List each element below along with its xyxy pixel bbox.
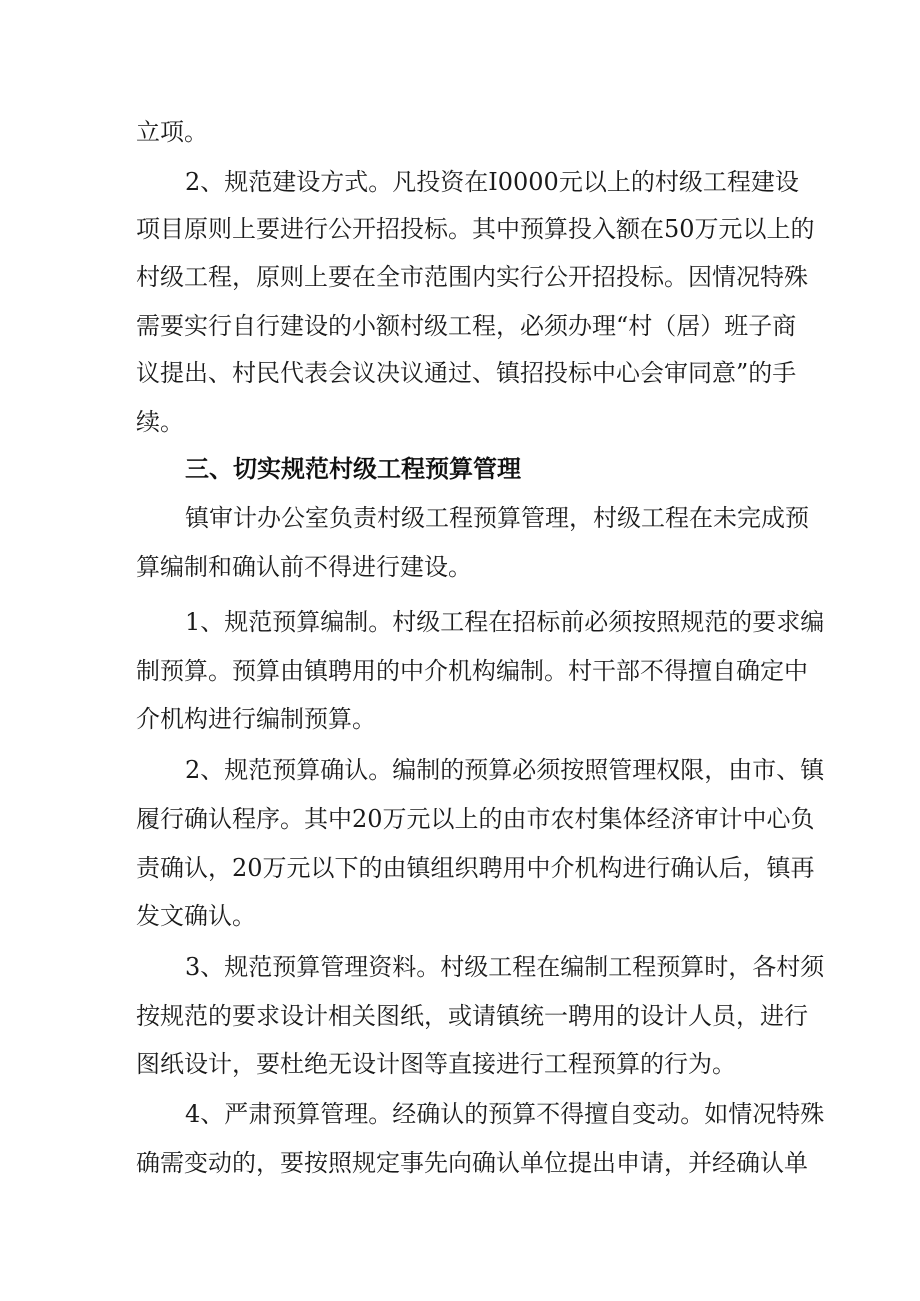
paragraph-line: 2、规范建设方式。凡投资在I0000元以上的村级工程建设 (185, 168, 799, 196)
paragraph-line: 镇审计办公室负责村级工程预算管理，村级工程在未完成预 (185, 504, 809, 532)
paragraph-line: 1、规范预算编制。村级工程在招标前必须按照规范的要求编 (185, 608, 825, 636)
paragraph-line: 发文确认。 (136, 902, 256, 930)
paragraph-line: 议提出、村民代表会议决议通过、镇招投标中心会审同意”的手 (136, 359, 797, 387)
paragraph-line: 续。 (136, 408, 184, 436)
paragraph-line: 2、规范预算确认。编制的预算必须按照管理权限，由市、镇 (185, 756, 825, 784)
paragraph-line: 按规范的要求设计相关图纸，或请镇统一聘用的设计人员，进行 (136, 1002, 808, 1030)
paragraph-line: 需要实行自行建设的小额村级工程，必须办理“村（居）班子商 (136, 312, 797, 340)
paragraph-line: 算编制和确认前不得进行建设。 (136, 553, 472, 581)
paragraph-line: 制预算。预算由镇聘用的中介机构编制。村干部不得擅自确定中 (136, 657, 808, 685)
section-heading: 三、切实规范村级工程预算管理 (185, 455, 521, 483)
paragraph-line: 3、规范预算管理资料。村级工程在编制工程预算时，各村须 (185, 953, 825, 981)
paragraph-line: 履行确认程序。其中20万元以上的由市农村集体经济审计中心负 (136, 805, 815, 833)
paragraph-line: 4、严肃预算管理。经确认的预算不得擅自变动。如情况特殊 (185, 1100, 825, 1128)
paragraph-line: 立项。 (136, 118, 208, 146)
paragraph-line: 确需变动的，要按照规定事先向确认单位提出申请，并经确认单 (136, 1149, 808, 1177)
paragraph-line: 图纸设计，要杜绝无设计图等直接进行工程预算的行为。 (136, 1050, 736, 1078)
paragraph-line: 村级工程，原则上要在全市范围内实行公开招投标。因情况特殊 (136, 263, 808, 291)
paragraph-line: 介机构进行编制预算。 (136, 705, 376, 733)
paragraph-line: 责确认，20万元以下的由镇组织聘用中介机构进行确认后，镇再 (136, 854, 815, 882)
paragraph-line: 项目原则上要进行公开招投标。其中预算投入额在50万元以上的 (136, 215, 815, 243)
